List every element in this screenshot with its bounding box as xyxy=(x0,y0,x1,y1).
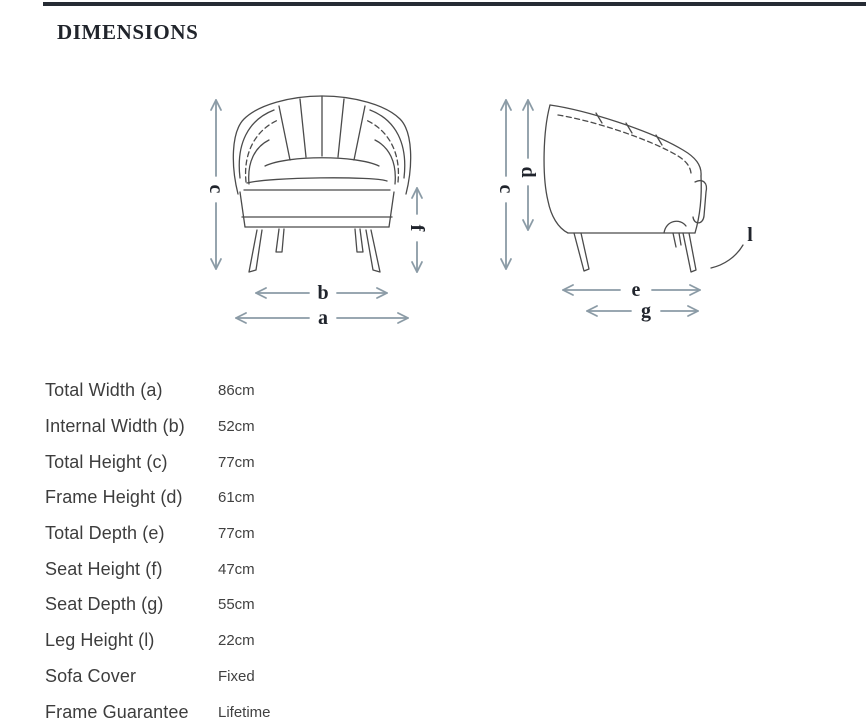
table-row-frame-height xyxy=(45,480,375,516)
dimension-row-value: 22cm xyxy=(218,632,255,650)
table-row-sofa-cover xyxy=(45,659,375,695)
table-row-seat-height xyxy=(45,551,375,587)
arrow-total-height-c-front xyxy=(205,100,227,269)
dim-label-f: f xyxy=(406,224,428,232)
table-row-internal-width xyxy=(45,409,375,445)
dim-label-g: g xyxy=(641,300,651,322)
dimension-row-value: 86cm xyxy=(218,382,255,400)
table-row-frame-guarantee xyxy=(45,694,375,720)
table-row-leg-height xyxy=(45,623,375,659)
dim-label-b: b xyxy=(317,282,329,304)
dimension-row-value: 77cm xyxy=(218,525,255,543)
leg-height-l-callout xyxy=(711,224,753,268)
chair-side-view-sketch xyxy=(544,105,706,272)
table-row-total-depth xyxy=(45,516,375,552)
chair-dimension-diagram xyxy=(170,86,810,338)
dimension-row-value: 61cm xyxy=(218,489,255,507)
arrow-internal-width-b xyxy=(256,282,387,304)
dimension-row-value: Lifetime xyxy=(218,703,271,720)
dimension-row-label: Seat Depth (g) xyxy=(45,594,164,615)
chair-front-view-sketch xyxy=(233,96,410,272)
top-divider xyxy=(43,2,866,6)
dimension-row-label: Total Width (a) xyxy=(45,380,163,401)
dimension-row-value: 77cm xyxy=(218,453,255,471)
page-title: DIMENSIONS xyxy=(57,20,199,44)
arrow-total-height-c-side xyxy=(495,100,517,269)
leg-callout-leader-line xyxy=(711,245,743,268)
table-row-total-width xyxy=(45,373,375,409)
arrow-total-depth-e xyxy=(563,279,700,301)
arrow-seat-height-f xyxy=(406,188,428,272)
dim-label-l: l xyxy=(747,224,753,246)
dimension-row-label: Sofa Cover xyxy=(45,665,137,686)
dimensions-table xyxy=(45,373,375,720)
dim-label-a: a xyxy=(318,307,328,329)
dimension-row-label: Leg Height (l) xyxy=(45,630,155,651)
dimension-row-label: Total Depth (e) xyxy=(45,523,165,544)
dim-label-e: e xyxy=(631,279,641,301)
dimension-row-label: Frame Height (d) xyxy=(45,487,183,508)
dimension-row-label: Seat Height (f) xyxy=(45,558,163,579)
table-row-seat-depth xyxy=(45,587,375,623)
table-row-total-height xyxy=(45,444,375,480)
arrow-frame-height-d xyxy=(517,100,539,230)
dimension-row-label: Frame Guarantee xyxy=(45,701,189,720)
dimension-row-value: 52cm xyxy=(218,418,255,436)
dim-label-c-front: c xyxy=(205,184,227,194)
dimension-row-value: 55cm xyxy=(218,596,255,614)
dimension-row-value: Fixed xyxy=(218,667,255,685)
dim-label-d: d xyxy=(517,166,539,178)
arrow-total-width-a xyxy=(236,307,408,329)
dimension-row-label: Total Height (c) xyxy=(45,451,168,472)
dim-label-c-side: c xyxy=(495,184,517,194)
dimension-row-value: 47cm xyxy=(218,560,255,578)
dimension-row-label: Internal Width (b) xyxy=(45,416,185,437)
arrow-seat-depth-g xyxy=(587,300,698,322)
